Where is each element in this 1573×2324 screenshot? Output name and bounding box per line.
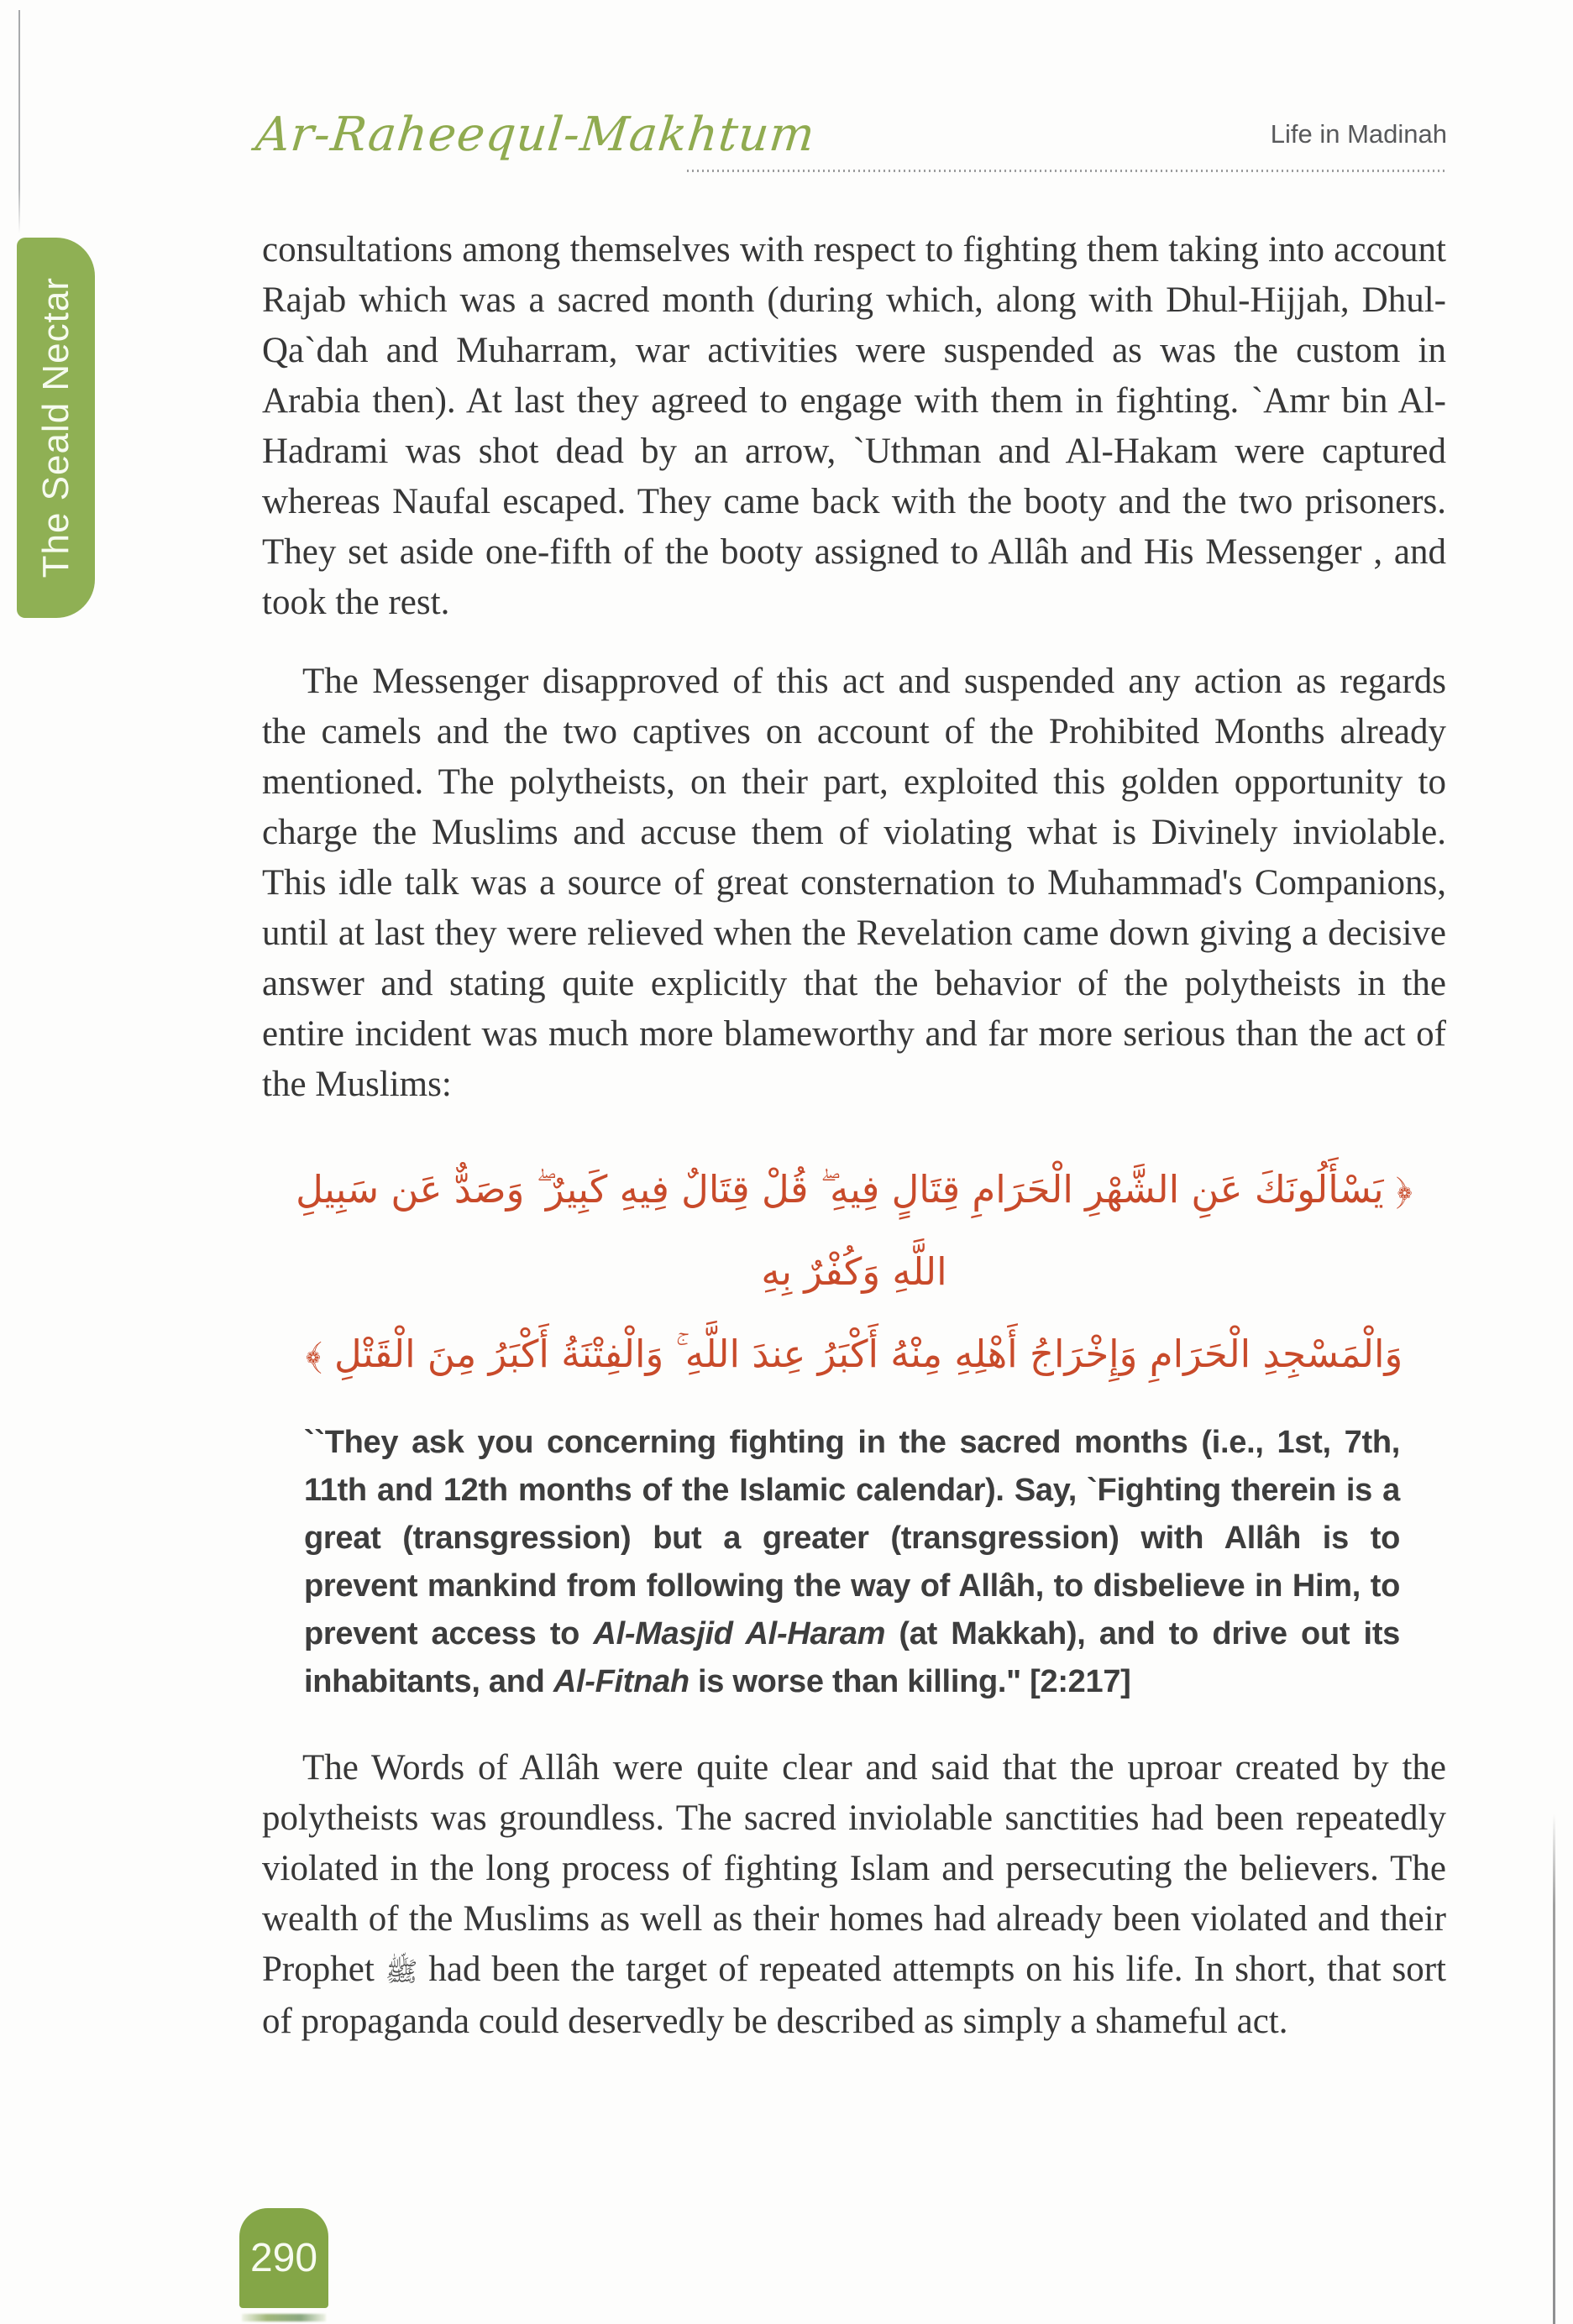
translation-italic-al-fitnah: Al-Fitnah — [553, 1664, 689, 1699]
page-edge-line-right — [1553, 1814, 1555, 2324]
paragraph-1: consultations among themselves with respect to fighting them taking into account Rajab which was a sacred month (during which, along with Dhul-Hijjah, Dhul-Qa`dah and Muharram, war activities were suspended as was the custom in Arabia then). At last they agreed to engage with them in fighting. `Amr bin Al-Hadrami was shot dead by an arrow, `Uthman and Al-Hakam were captured whereas Naufal escaped. They came back with the booty and the two prisoners. They set aside one-fifth of the booty assigned to Allâh and His Messenger , and took the rest. — [262, 230, 1446, 622]
sidebar-tab-label: The Seald Nectar — [34, 277, 76, 578]
sallallahu-alayhi-wasallam-symbol: ﷺ — [385, 1955, 418, 1987]
page-number-badge — [239, 2208, 328, 2308]
paragraph-3-text-b: had been the target of repeated attempts on his life. In short, that sort of propaganda could deservedly be described as simply a shameful act. — [262, 1950, 1446, 2041]
translation-text-2: (at Makkah), and to drive out its inhabitants, and — [304, 1616, 1401, 1699]
paragraph-2: The Messenger disapproved of this act and suspended any action as regards the camels and the two captives on account of the Prohibited Months already mentioned. The polytheists, on their part, exploited this golden opportunity to charge the Muslims and accuse them of violating what is Divinely inviolable. This idle talk was a source of great consternation to Muhammad's Companions, until at last they were relieved when the Revelation came down giving a decisive answer and stating quite explicitly that the behavior of the polytheists in the entire incident was much more blameworthy and far more serious than the act of the Muslims: — [262, 662, 1446, 1104]
header-chapter-title: Life in Madinah — [1270, 119, 1447, 149]
sidebar-tab — [17, 238, 95, 618]
page-edge-line-top-left — [18, 10, 20, 233]
page-number: 290 — [249, 2236, 318, 2280]
page-number-badge-shadow — [242, 2314, 326, 2321]
quran-verse-arabic — [279, 1149, 1429, 1395]
translation-text-3: is worse than killing." [2:217] — [689, 1664, 1131, 1699]
quran-verse-line-2: وَالْمَسْجِدِ الْحَرَامِ وَإِخْرَاجُ أَهْلِهِ مِنْهُ أَكْبَرُ عِندَ اللَّهِ ۚ وَالْفِتْنَةُ أَكْبَرُ مِنَ الْقَتْلِ ﴾ — [305, 1332, 1403, 1376]
translation-text-1: ``They ask you concerning fighting in the sacred months (i.e., 1st, 7th, 11th and 12th months of the Islamic calendar). Say, `Fighting therein is a great (transgression) but a greater (transgression) with Allâh is to prevent mankind from following the way of Allâh, to disbelieve in Him, to prevent access to — [304, 1425, 1400, 1651]
paragraph-3-text-a: The Words of Allâh were quite clear and said that the uproar created by the polytheists was groundless. The sacred inviolable sanctities had been repeatedly violated in the long process of fighting Islam and persecuting the believers. The wealth of the Muslims as well as their homes had already been violated and their Prophet — [262, 1748, 1446, 1989]
quran-verse-line-1: ﴿ يَسْأَلُونَكَ عَنِ الشَّهْرِ الْحَرَامِ قِتَالٍ فِيهِ ۖ قُلْ قِتَالٌ فِيهِ كَبِيرٌ ۖ وَصَدٌّ عَن سَبِيلِ اللَّهِ وَكُفْرٌ بِهِ — [296, 1167, 1413, 1294]
body-text-column — [262, 225, 1446, 2047]
paragraph-3 — [262, 1743, 1446, 2047]
header-book-title: Ar-Raheequl-Makhtum — [253, 107, 818, 162]
header-dotted-rule — [687, 170, 1447, 172]
quran-translation-block — [304, 1419, 1400, 1706]
translation-italic-al-masjid-al-haram: Al-Masjid Al-Haram — [593, 1616, 886, 1651]
